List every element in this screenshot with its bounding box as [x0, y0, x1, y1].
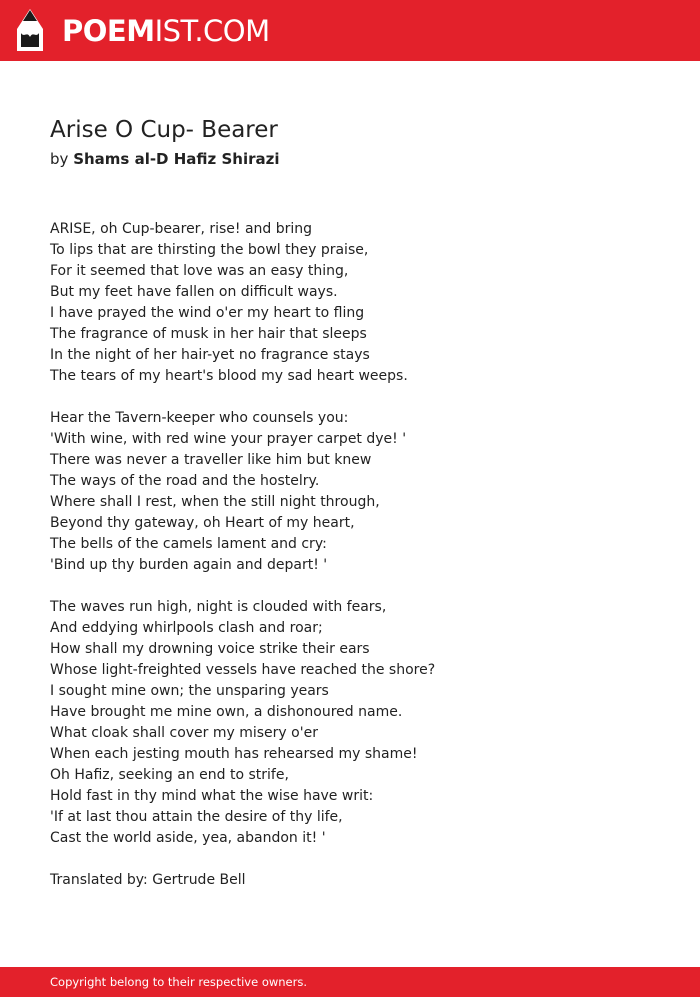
- poem-title: Arise O Cup- Bearer: [50, 117, 278, 143]
- poem-body: [50, 219, 670, 849]
- poem-line: Have brought me mine own, a dishonoured name.: [50, 704, 403, 720]
- translator-credit: Translated by: Gertrude Bell: [50, 872, 246, 888]
- poem-line: The waves run high, night is clouded with fears,: [50, 599, 387, 615]
- poem-line: Beyond thy gateway, oh Heart of my heart,: [50, 515, 355, 531]
- byline-prefix: by: [50, 150, 69, 168]
- site-logo-text[interactable]: [62, 12, 270, 50]
- poem-line: ARISE, oh Cup-bearer, rise! and bring: [50, 221, 313, 237]
- poem-line: The tears of my heart's blood my sad heart weeps.: [50, 368, 408, 384]
- poem-line: For it seemed that love was an easy thing,: [50, 263, 349, 279]
- stanza: [50, 597, 670, 849]
- author-name: Shams al-D Hafiz Shirazi: [73, 150, 280, 168]
- poem-line: But my feet have fallen on difficult ways.: [50, 284, 338, 300]
- stanza-gap: [50, 387, 670, 408]
- poem-line: And eddying whirlpools clash and roar;: [50, 620, 323, 636]
- copyright-notice: Copyright belong to their respective owners.: [50, 975, 308, 989]
- poem-line: Cast the world aside, yea, abandon it! ': [50, 830, 326, 846]
- poem-line: Hear the Tavern-keeper who counsels you:: [50, 410, 349, 426]
- poem-line: Oh Hafiz, seeking an end to strife,: [50, 767, 289, 783]
- poem-line: What cloak shall cover my misery o'er: [50, 725, 318, 741]
- stanza: [50, 408, 670, 576]
- poem-line: 'If at last thou attain the desire of thy life,: [50, 809, 343, 825]
- poem-line: I sought mine own; the unsparing years: [50, 683, 329, 699]
- poem-line: When each jesting mouth has rehearsed my shame!: [50, 746, 418, 762]
- poem-line: The fragrance of musk in her hair that sleeps: [50, 326, 367, 342]
- site-header: [0, 0, 700, 61]
- stanza: [50, 219, 670, 387]
- poem-byline: [50, 150, 280, 168]
- poem-line: I have prayed the wind o'er my heart to fling: [50, 305, 365, 321]
- poem-line: To lips that are thirsting the bowl they praise,: [50, 242, 369, 258]
- poem-line: 'With wine, with red wine your prayer carpet dye! ': [50, 431, 407, 447]
- poem-line: Whose light-freighted vessels have reached the shore?: [50, 662, 436, 678]
- logo-text-regular: IST.COM: [154, 14, 270, 48]
- poem-line: There was never a traveller like him but knew: [50, 452, 372, 468]
- logo-text-bold: POEM: [62, 14, 155, 48]
- poem-line: Where shall I rest, when the still night through,: [50, 494, 380, 510]
- poem-line: 'Bind up thy burden again and depart! ': [50, 557, 328, 573]
- poem-line: The bells of the camels lament and cry:: [50, 536, 327, 552]
- pencil-logo-icon[interactable]: [17, 9, 43, 51]
- poem-line: The ways of the road and the hostelry.: [50, 473, 320, 489]
- stanza-gap: [50, 576, 670, 597]
- site-footer: [0, 967, 700, 997]
- poem-line: How shall my drowning voice strike their ears: [50, 641, 370, 657]
- poem-line: In the night of her hair-yet no fragrance stays: [50, 347, 370, 363]
- poem-line: Hold fast in thy mind what the wise have writ:: [50, 788, 374, 804]
